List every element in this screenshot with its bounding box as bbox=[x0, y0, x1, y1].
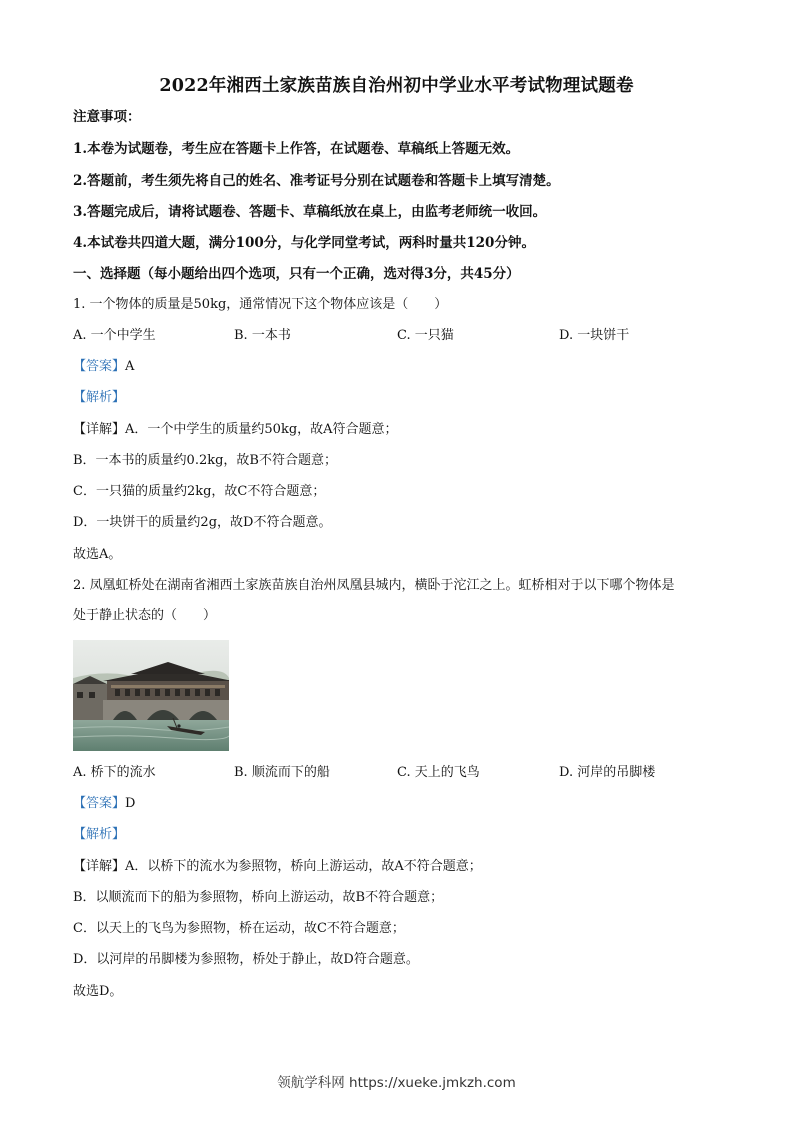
question-1-stem: 1. 一个物体的质量是50kg，通常情况下这个物体应该是（ ） bbox=[73, 297, 448, 312]
option-c: C. 天上的飞鸟 bbox=[397, 765, 480, 780]
option-b: B. 顺流而下的船 bbox=[234, 765, 330, 780]
answer-value: A bbox=[125, 359, 135, 374]
option-b: B. 一本书 bbox=[234, 328, 291, 343]
note-item: 2.答题前，考生须先将自己的姓名、准考证号分别在试题卷和答题卡上填写清楚。 bbox=[73, 173, 560, 189]
detail-line: C．一只猫的质量约2kg，故C不符合题意； bbox=[73, 484, 326, 499]
analysis-tag: 【解析】 bbox=[73, 390, 126, 405]
detail-line: D．以河岸的吊脚楼为参照物，桥处于静止，故D符合题意。 bbox=[73, 952, 419, 967]
answer-tag: 【答案】 bbox=[73, 796, 126, 811]
option-d: D. 一块饼干 bbox=[559, 328, 630, 343]
question-1-detail bbox=[73, 421, 398, 439]
analysis-tag: 【解析】 bbox=[73, 827, 126, 842]
question-2-stem-line-1: 2. 凤凰虹桥处在湖南省湘西土家族苗族自治州凤凰县城内，横卧于沱江之上。虹桥相对于以下哪个物体是 bbox=[73, 578, 675, 593]
question-2-detail bbox=[73, 858, 482, 876]
question-1-answer bbox=[73, 358, 134, 376]
note-item: 1.本卷为试题卷，考生应在答题卡上作答，在试题卷、草稿纸上答题无效。 bbox=[73, 141, 520, 157]
conclusion: 故选D。 bbox=[73, 984, 123, 999]
question-2-stem-line-2: 处于静止状态的（ ） bbox=[73, 608, 217, 623]
notes-heading: 注意事项： bbox=[73, 109, 141, 125]
option-a: A. 一个中学生 bbox=[73, 328, 156, 343]
option-d: D. 河岸的吊脚楼 bbox=[559, 765, 656, 780]
conclusion: 故选A。 bbox=[73, 547, 122, 562]
detail-text: A．一个中学生的质量约50kg，故A符合题意； bbox=[125, 422, 398, 437]
section-heading: 一、选择题（每小题给出四个选项，只有一个正确，选对得3分，共45分） bbox=[73, 266, 520, 282]
detail-line: B．以顺流而下的船为参照物，桥向上游运动，故B不符合题意； bbox=[73, 890, 444, 905]
detail-tag: 【详解】 bbox=[73, 422, 126, 437]
footer-watermark: 领航学科网 https://xueke.jmkzh.com bbox=[277, 1075, 516, 1091]
answer-value: D bbox=[125, 796, 136, 811]
detail-text: A．以桥下的流水为参照物，桥向上游运动，故A不符合题意； bbox=[125, 859, 482, 874]
option-a: A. 桥下的流水 bbox=[73, 765, 156, 780]
note-item: 3.答题完成后，请将试题卷、答题卡、草稿纸放在桌上，由监考老师统一收回。 bbox=[73, 204, 547, 220]
answer-tag: 【答案】 bbox=[73, 359, 126, 374]
detail-line: B．一本书的质量约0.2kg，故B不符合题意； bbox=[73, 453, 337, 468]
question-2-answer bbox=[73, 795, 135, 813]
note-item: 4.本试卷共四道大题，满分100分，与化学同堂考试，两科时量共120分钟。 bbox=[73, 235, 535, 251]
hongqiao-bridge-photo bbox=[73, 640, 229, 751]
detail-line: D．一块饼干的质量约2g，故D不符合题意。 bbox=[73, 515, 332, 530]
page-title: 2022年湘西土家族苗族自治州初中学业水平考试物理试题卷 bbox=[159, 76, 634, 96]
detail-line: C．以天上的飞鸟为参照物，桥在运动，故C不符合题意； bbox=[73, 921, 405, 936]
detail-tag: 【详解】 bbox=[73, 859, 126, 874]
option-c: C. 一只猫 bbox=[397, 328, 454, 343]
